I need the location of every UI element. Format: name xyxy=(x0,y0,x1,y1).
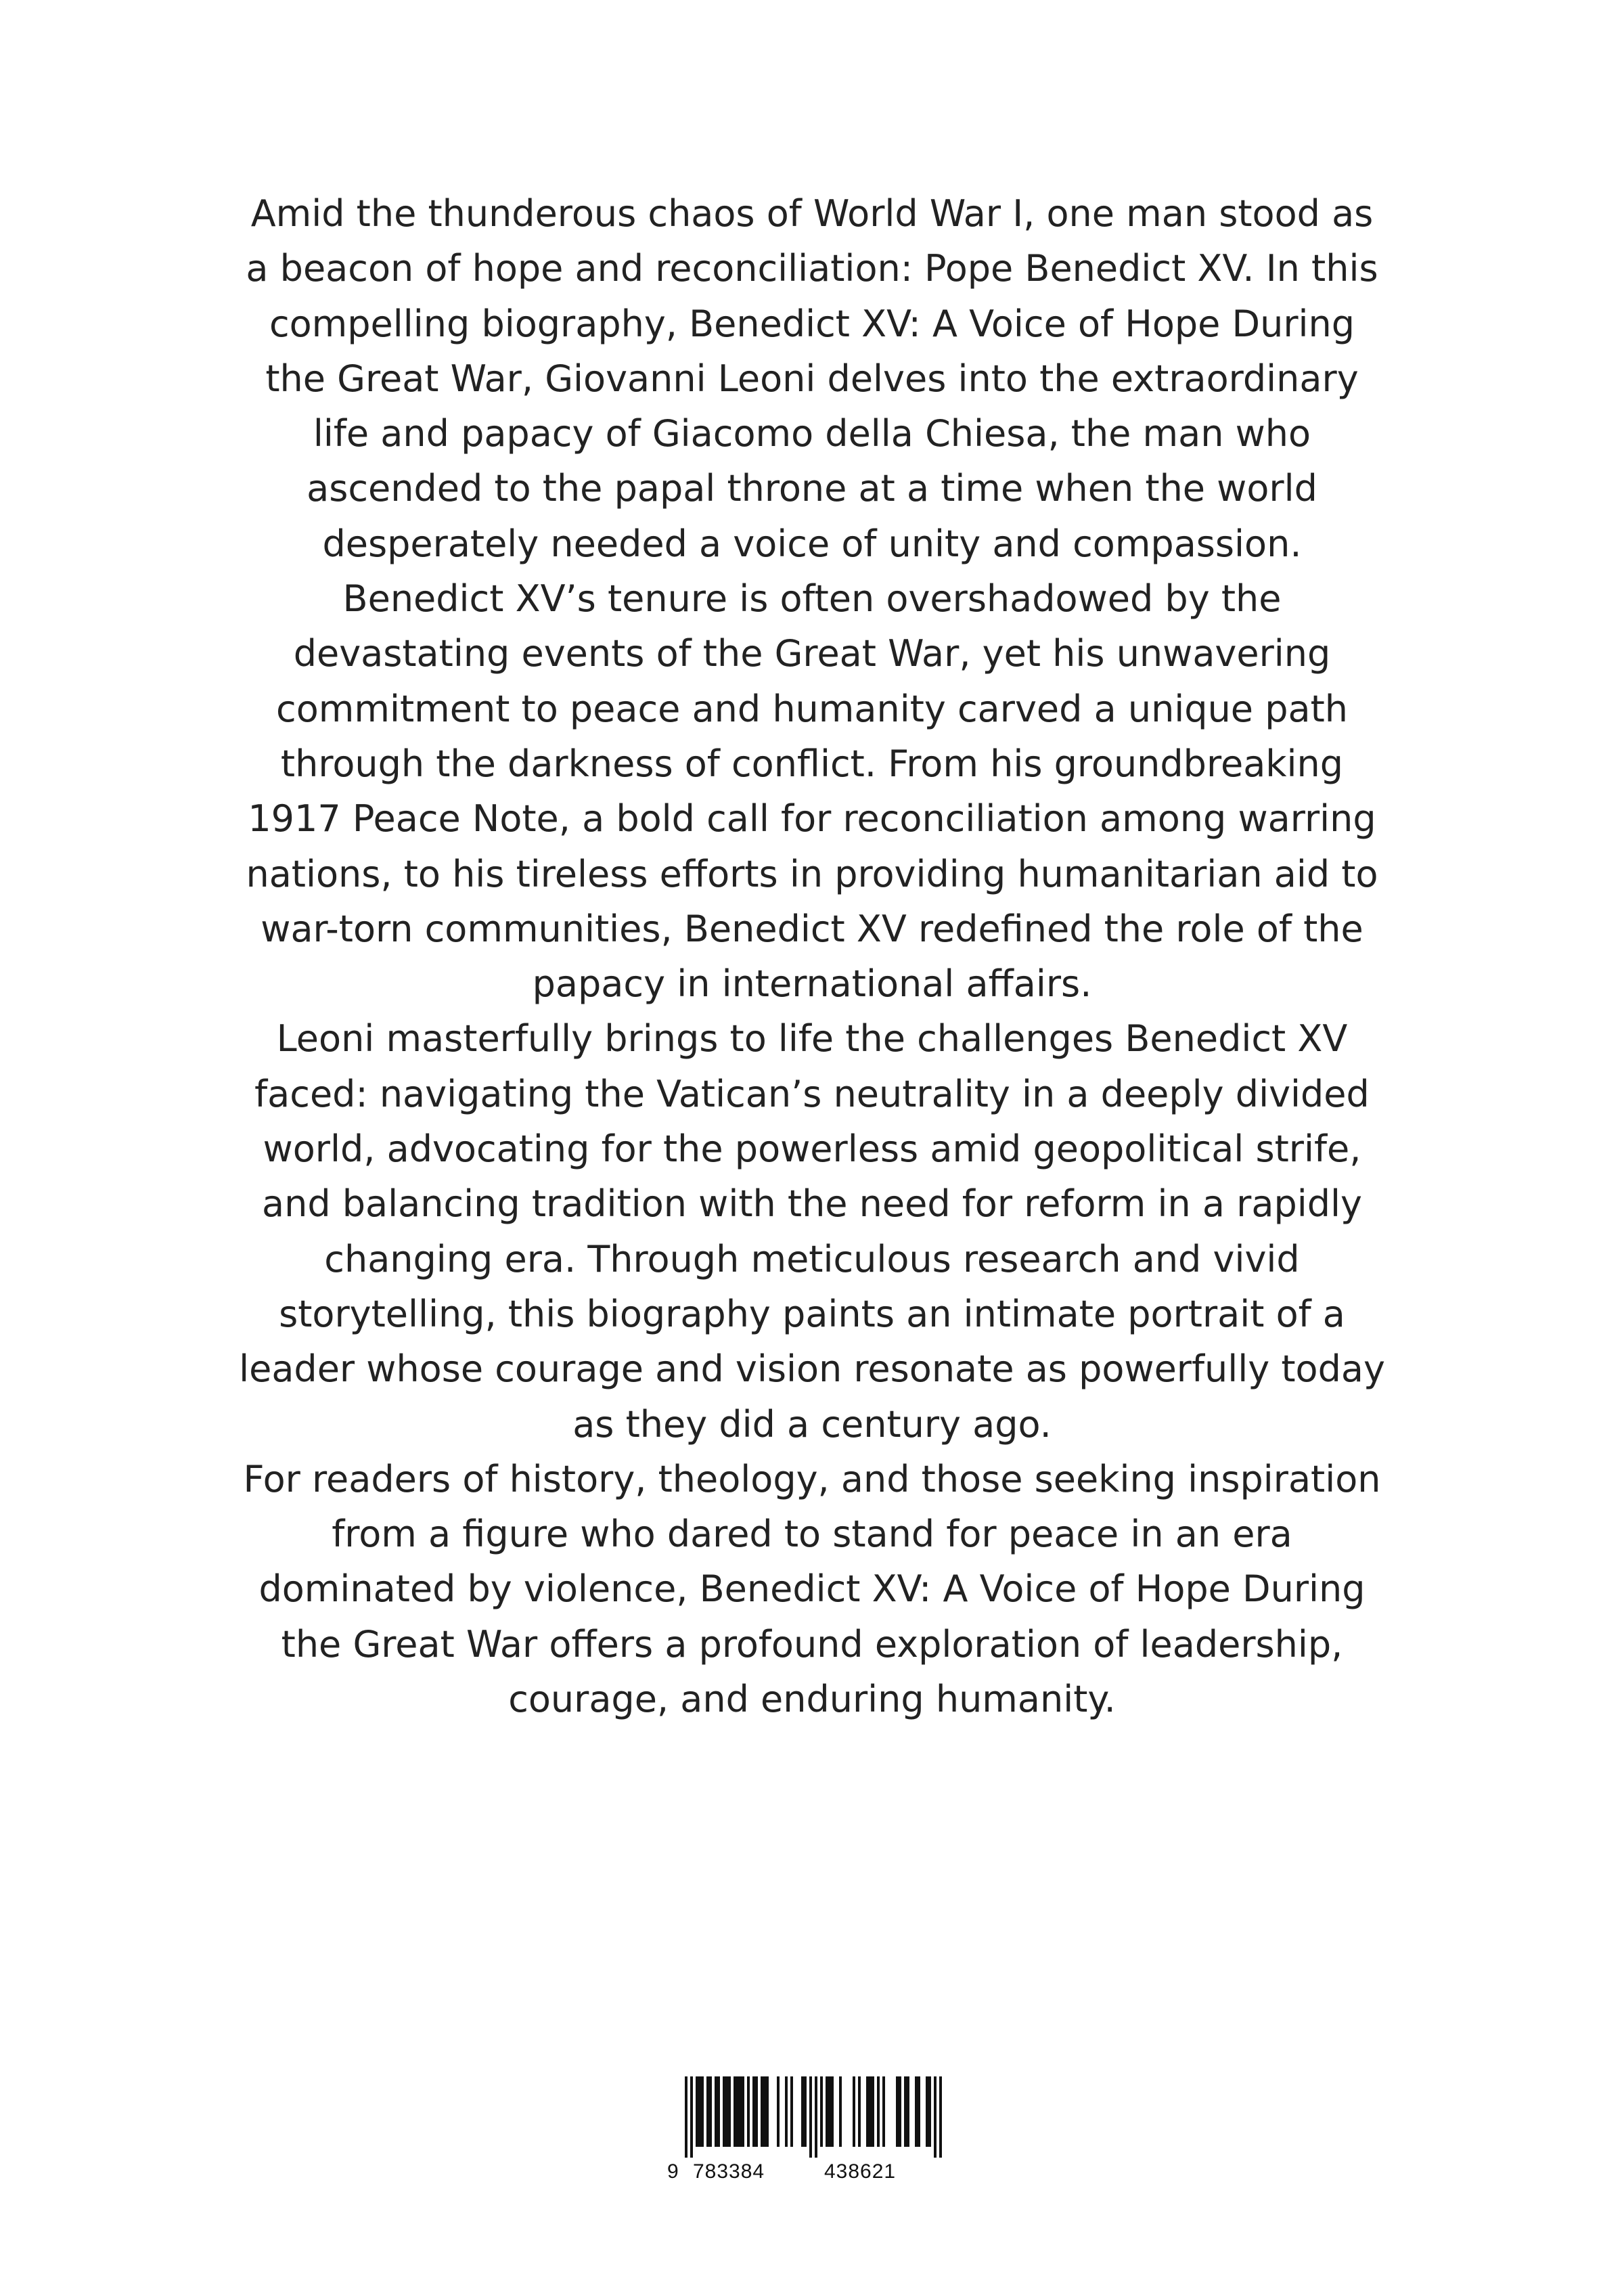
barcode-bar xyxy=(869,2076,872,2147)
blurb-line: papacy in international affairs. xyxy=(532,962,1092,1006)
blurb-line: the Great War offers a profound exploration of leadership, xyxy=(281,1622,1343,1666)
barcode-bar xyxy=(685,2076,687,2158)
blurb-line: nations, to his tireless efforts in providing humanitarian aid to xyxy=(246,852,1378,895)
isbn-barcode xyxy=(664,2076,962,2182)
blurb-line: dominated by violence, Benedict XV: A Voice of Hope During xyxy=(258,1567,1366,1611)
barcode-bar xyxy=(801,2076,804,2147)
barcode-bar xyxy=(715,2076,717,2147)
barcode-bar xyxy=(785,2076,788,2147)
blurb-line: leader whose courage and vision resonate as powerfully today xyxy=(239,1348,1385,1391)
blurb-line: from a figure who dared to stand for peace in an era xyxy=(332,1513,1292,1556)
blurb-line: desperately needed a voice of unity and compassion. xyxy=(322,522,1302,565)
blurb-line: faced: navigating the Vatican’s neutrality in a deeply divided xyxy=(254,1072,1370,1115)
barcode-bar xyxy=(907,2076,909,2147)
barcode-bar xyxy=(701,2076,704,2147)
blurb-text xyxy=(162,186,1462,1727)
barcode-bar xyxy=(809,2076,812,2158)
barcode-bar xyxy=(858,2076,861,2147)
blurb-line: ascended to the papal throne at a time when the world xyxy=(307,467,1317,510)
barcode-bar xyxy=(853,2076,855,2147)
blurb-line: world, advocating for the powerless amid geopolitical strife, xyxy=(263,1128,1361,1171)
barcode-bars xyxy=(664,2076,962,2158)
barcode-bar xyxy=(918,2076,920,2147)
barcode-bar xyxy=(728,2076,731,2147)
barcode-bar xyxy=(820,2076,823,2147)
barcode-bar xyxy=(872,2076,874,2147)
barcode-bar xyxy=(877,2076,880,2147)
barcode-right-group: 438621 xyxy=(824,2160,897,2183)
barcode-left-group: 783384 xyxy=(693,2160,765,2183)
barcode-bar xyxy=(739,2076,742,2147)
blurb-line: war-torn communities, Benedict XV redefined the role of the xyxy=(261,907,1363,950)
barcode-bar xyxy=(696,2076,698,2147)
blurb-line: life and papacy of Giacomo della Chiesa, the man who xyxy=(313,412,1311,455)
blurb-line: For readers of history, theology, and those seeking inspiration xyxy=(243,1457,1381,1500)
blurb-line: as they did a century ago. xyxy=(572,1402,1052,1446)
blurb-line: the Great War, Giovanni Leoni delves into the extraordinary xyxy=(265,357,1359,400)
barcode-bar xyxy=(915,2076,918,2147)
barcode-first-digit: 9 xyxy=(667,2160,679,2183)
barcode-bar xyxy=(752,2076,755,2147)
barcode-bar xyxy=(734,2076,736,2147)
barcode-bar xyxy=(725,2076,728,2147)
blurb-line: devastating events of the Great War, yet his unwavering xyxy=(293,632,1331,675)
barcode-bar xyxy=(736,2076,739,2147)
barcode-bar xyxy=(763,2076,766,2147)
barcode-bar xyxy=(690,2076,693,2158)
blurb-line: compelling biography, Benedict XV: A Voice of Hope During xyxy=(269,302,1355,345)
blurb-line: 1917 Peace Note, a bold call for reconciliation among warring xyxy=(248,797,1376,841)
barcode-bar xyxy=(790,2076,793,2147)
barcode-bar xyxy=(706,2076,709,2147)
barcode-bar xyxy=(866,2076,869,2147)
barcode-bar xyxy=(804,2076,807,2147)
blurb-line: and balancing tradition with the need for reform in a rapidly xyxy=(262,1182,1362,1226)
barcode-bar xyxy=(742,2076,744,2147)
blurb-line: Benedict XV’s tenure is often overshadowed by the xyxy=(342,577,1282,621)
barcode-bar xyxy=(826,2076,828,2147)
blurb-line: Amid the thunderous chaos of World War I, one man stood as xyxy=(250,192,1374,235)
barcode-bar xyxy=(815,2076,817,2158)
blurb-line: Leoni masterfully brings to life the challenges Benedict XV xyxy=(276,1017,1348,1061)
barcode-bar xyxy=(896,2076,899,2147)
blurb-line: courage, and enduring humanity. xyxy=(508,1678,1116,1721)
barcode-bar xyxy=(934,2076,937,2158)
barcode-bar xyxy=(904,2076,907,2147)
barcode-bar xyxy=(899,2076,901,2147)
barcode-bar xyxy=(926,2076,928,2147)
barcode-bar xyxy=(755,2076,758,2147)
barcode-bar xyxy=(939,2076,942,2158)
barcode-bar xyxy=(828,2076,831,2147)
blurb-line: storytelling, this biography paints an intimate portrait of a xyxy=(279,1292,1345,1335)
barcode-bar xyxy=(882,2076,885,2147)
barcode-bar xyxy=(698,2076,701,2147)
barcode-bar xyxy=(839,2076,842,2147)
barcode-bar xyxy=(747,2076,750,2147)
barcode-bar xyxy=(928,2076,931,2147)
blurb-line: through the darkness of conflict. From his groundbreaking xyxy=(280,742,1344,785)
barcode-bar xyxy=(766,2076,769,2147)
barcode-bar xyxy=(717,2076,720,2147)
blurb-line: changing era. Through meticulous research and vivid xyxy=(324,1237,1300,1281)
blurb-line: a beacon of hope and reconciliation: Pope Benedict XV. In this xyxy=(246,247,1378,290)
barcode-bar xyxy=(761,2076,763,2147)
barcode-bar xyxy=(709,2076,712,2147)
barcode-bar xyxy=(777,2076,780,2147)
barcode-bar xyxy=(831,2076,834,2147)
blurb-line: commitment to peace and humanity carved a unique path xyxy=(276,687,1348,730)
barcode-bar xyxy=(723,2076,725,2147)
